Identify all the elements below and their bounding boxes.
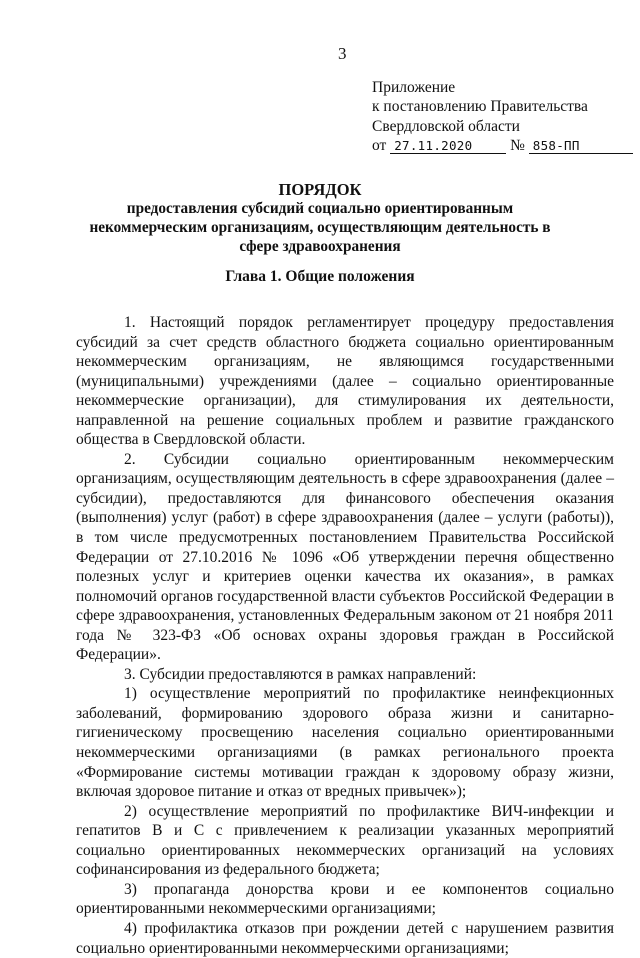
date-prefix: от — [372, 136, 387, 154]
paragraph: 1. Настоящий порядок регламентирует процедуру предоставления субсидий за счет средств областного бюджета социально ориентированным некоммерческим организациям, не являющимся государственными (муниципальными) учреждениями (далее – социально ориентированные некоммерческие организации), для стимулирования их деятельности, направленной на решение социальных проблем и развитие гражданского общества в Свердловской области. — [76, 314, 614, 449]
appendix-title: Приложение — [372, 79, 456, 96]
document-subtitle: предоставления субсидий социально ориентированным некоммерческим организациям, осуществляющим деятельность в сфере здравоохранения — [89, 200, 551, 255]
chapter-heading: Глава 1. Общие положения — [225, 268, 415, 285]
paragraph: 3. Субсидии предоставляются в рамках направлений: — [124, 665, 477, 683]
number-prefix: № — [510, 136, 525, 154]
appendix-resolution: к постановлению Правительства — [372, 98, 588, 116]
document-title: ПОРЯДОК — [278, 180, 362, 199]
paragraph: 2. Субсидии социально ориентированным некоммерческим организациям, осуществляющим деятельность в сфере здравоохранения (далее – субсидии), предоставляются для финансового обеспечения оказания (выполнения) услуг (работ) в сфере здравоохранения (далее – услуги (работы)), в том числе предусмотренных постановлением Правительства Российской Федерации от 27.10.2016 № 1096 «Об утверждении перечня общественно полезных услуг и критериев оценки качества их оказания», в рамках полномочий органов государственной власти субъектов Российской Федерации в сфере здравоохранения, установленных Федеральным законом от 21 ноября 2011 года № 323-ФЗ «Об основах охраны здоровья граждан в Российской Федерации». — [76, 450, 614, 664]
list-item: 3) пропаганда донорства крови и ее компонентов социально ориентированными некоммерческими организациями; — [76, 880, 614, 918]
resolution-number: 858-ПП — [529, 138, 633, 154]
document-body — [76, 313, 614, 958]
appendix-date-number — [372, 136, 633, 155]
list-item: 2) осуществление мероприятий по профилактике ВИЧ-инфекции и гепатитов B и C с привлечением к реализации указанных мероприятий социально ориентированных некоммерческих организаций на условиях софинансирования из федерального бюджета; — [76, 802, 614, 879]
appendix-block — [372, 78, 633, 155]
appendix-region: Свердловской области — [372, 117, 520, 135]
list-item: 4) профилактика отказов при рождении детей с нарушением развития социально ориентированными некоммерческими организациями; — [76, 919, 614, 957]
resolution-date: 27.11.2020 — [390, 138, 506, 154]
list-item: 1) осуществление мероприятий по профилактике неинфекционных заболеваний, формированию здорового образа жизни и санитарно-гигиеническому просвещению населения социально ориентированными некоммерческими организациями (в рамках регионального проекта «Формирование системы мотивации граждан к здоровому образу жизни, включая здоровое питание и отказ от вредных привычек»); — [76, 685, 614, 801]
page-number: 3 — [338, 44, 347, 63]
